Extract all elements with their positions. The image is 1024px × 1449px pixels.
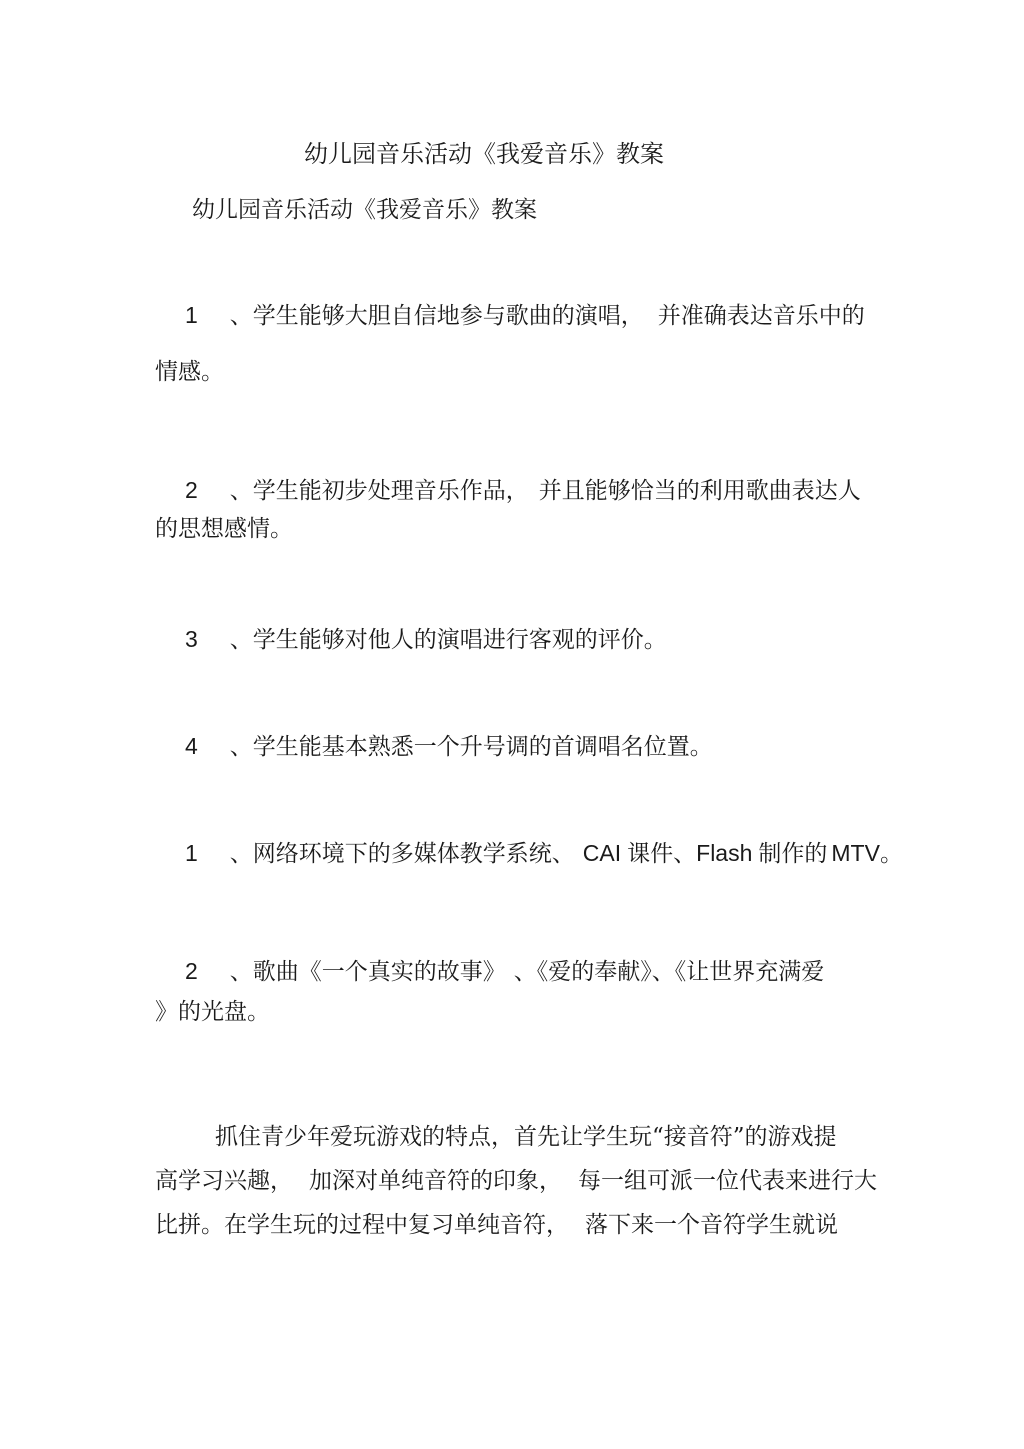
objective-2 <box>185 475 861 506</box>
material-text: 、网络环境下的多媒体教学系统、 <box>229 841 575 867</box>
activity-text: 比拼。在学生玩的过程中复习单纯音符， <box>155 1212 569 1238</box>
material-number: 2 <box>185 958 198 984</box>
objective-number: 2 <box>185 477 198 503</box>
objective-number: 1 <box>185 302 198 328</box>
activity-text: 加深对单纯音符的印象， <box>309 1168 562 1194</box>
objective-number: 4 <box>185 733 198 759</box>
objective-1 <box>185 300 865 331</box>
activity-text: 每一组可派一位代表来进行大 <box>578 1168 877 1194</box>
activity-line-3 <box>155 1210 838 1240</box>
objective-text-cont: 并且能够恰当的利用歌曲表达人 <box>538 478 861 504</box>
objective-text: 、学生能够大胆自信地参与歌曲的演唱， <box>229 303 644 329</box>
objective-text-cont: 并准确表达音乐中的 <box>657 303 865 329</box>
material-flash: Flash <box>696 840 753 866</box>
objective-text: 、学生能基本熟悉一个升号调的首调唱名位置。 <box>229 734 713 760</box>
activity-text: 落下来一个音符学生就说 <box>585 1212 838 1238</box>
material-text: 、歌曲《一个真实的故事》 <box>229 959 506 985</box>
objective-1-continuation: 情感。 <box>155 359 224 385</box>
objective-number: 3 <box>185 626 198 652</box>
document-title: 幼儿园音乐活动《我爱音乐》教案 <box>304 140 664 168</box>
material-text: 课件、 <box>627 841 697 867</box>
material-cai: CAI <box>582 840 622 866</box>
material-text: 制作的 <box>758 841 828 867</box>
activity-text: 高学习兴趣， <box>155 1168 293 1194</box>
material-mtv: MTV <box>831 840 880 866</box>
objective-4 <box>185 731 713 762</box>
material-1 <box>185 838 903 869</box>
material-2-continuation: 》的光盘。 <box>155 999 270 1025</box>
material-number: 1 <box>185 840 198 866</box>
document-subtitle: 幼儿园音乐活动《我爱音乐》教案 <box>192 197 537 223</box>
objective-2-continuation: 的思想感情。 <box>155 516 293 542</box>
objective-text: 、学生能初步处理音乐作品， <box>229 478 529 504</box>
objective-3 <box>185 624 667 655</box>
activity-line-1: 抓住青少年爱玩游戏的特点，首先让学生玩“接音符”的游戏提 <box>215 1124 837 1150</box>
objective-text: 、学生能够对他人的演唱进行客观的评价。 <box>229 627 667 653</box>
activity-line-2 <box>155 1166 877 1196</box>
material-2 <box>185 956 824 987</box>
material-text-cont: 、《爱的奉献》、《让世界充满爱 <box>513 959 825 985</box>
material-text: 。 <box>879 841 903 867</box>
